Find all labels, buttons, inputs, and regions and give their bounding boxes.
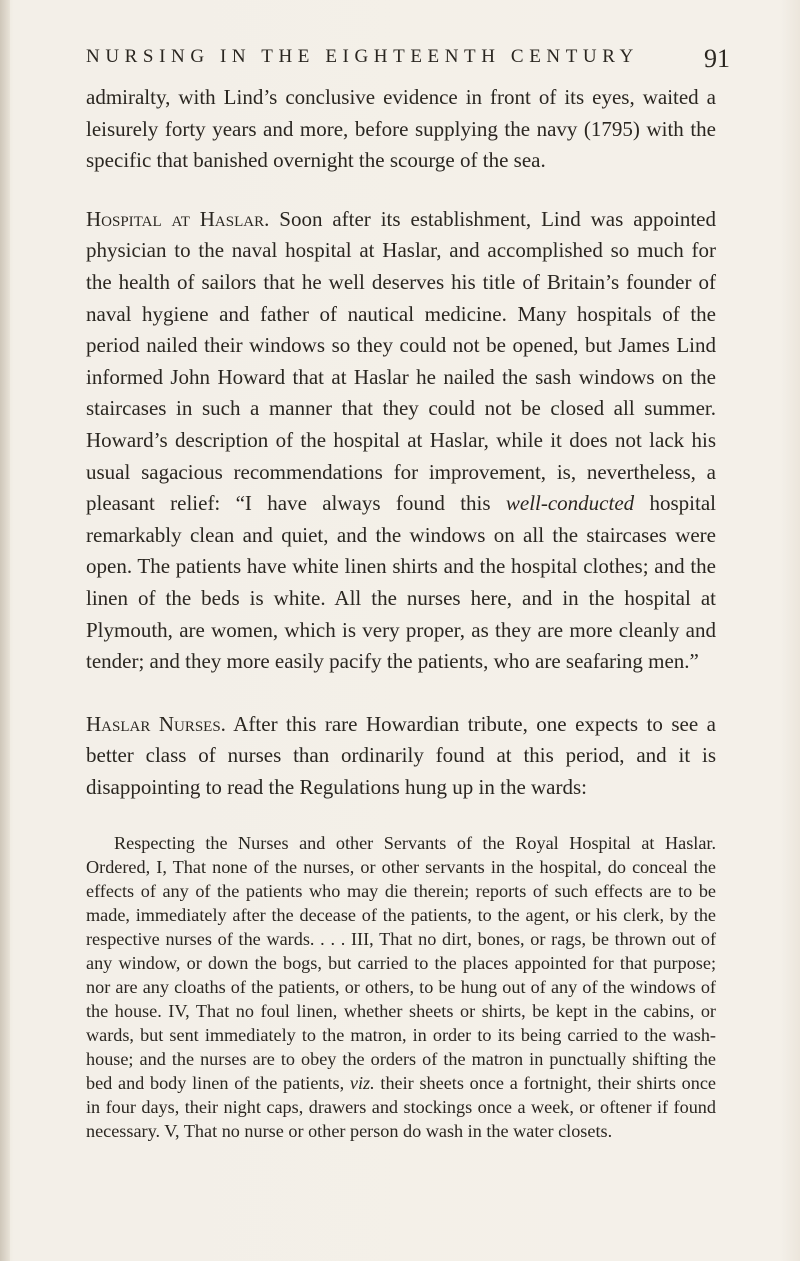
running-head: NURSING IN THE EIGHTEENTH CENTURY xyxy=(86,46,639,67)
binding-gutter xyxy=(0,0,10,1261)
section-heading: Hospital at Haslar. xyxy=(86,206,270,231)
paragraph-text: hospital remarkably clean and quiet, and the windows on all the staircases were open. The patients have white linen shirts and the hospital clothes; and the linen of the beds is white. All the nurses here, and in the hospital at Plymouth, are women, which is very proper, as they are more cleanly and tender; and they more easily pacify the patients, who are seafaring men.” xyxy=(86,491,717,674)
paragraph-admiralty xyxy=(86,82,716,177)
quote-text: their sheets once a fortnight, their shirts once in four days, their night caps, drawers and stockings once a week, or oftener if found necessary. V, That no nurse or other person do wash in the water closets. xyxy=(86,1073,717,1142)
quote-text: Respecting the Nurses and other Servants of the Royal Hospital at Haslar. Ordered, I, That none of the nurses, or other servants in the hospital, do conceal the effects of any of the patients who may die therein; reports of such effects are to be made, immediately after the decease of the patients, to the agent, or his clerk, by the respective nurses of the wards. . . . III, That no dirt, bones, or rags, be thrown out of any window, or down the bogs, but carried to the places appointed for that purpose; nor are any cloaths of the patients, or others, to be hung out of any of the windows of the house. IV, That no foul linen, whether sheets or shirts, be kept in the cabins, or wards, but sent immediately to the matron, in order to its being carried to the wash-house; and the nurses are to obey the orders of the matron in punctually shifting the bed and body linen of the patients, xyxy=(86,833,716,1094)
block-quote-regulations xyxy=(86,831,716,1143)
paragraph-text: After this rare Howardian tribute, one expects to see a better class of nurses than ordinarily found at this period, and it is disappointing to read the Regulations hung up in the wards: xyxy=(86,711,716,799)
page-header xyxy=(86,42,730,76)
paragraph-text: admiralty, with Lind’s conclusive evidence in front of its eyes, waited a leisurely forty years and more, before supplying the navy (1795) with the specific that banished overnight the scourge of the sea. xyxy=(86,85,716,173)
italic-abbreviation: viz. xyxy=(349,1073,375,1094)
paragraph-text: Soon after its establishment, Lind was appointed physician to the naval hospital at Haslar, and accomplished so much for the health of sailors that he well deserves his title of Britain’s founder of naval hygiene and father of nautical medicine. Many hospitals of the period nailed their windows so they could not be opened, but James Lind informed John Howard that at Haslar he nailed the sash windows on the staircases in such a manner that they could not be closed all summer. Howard’s description of the hospital at Haslar, while it does not lack his usual sagacious recommendations for improvement, is, nevertheless, a pleasant relief: “I have always found this xyxy=(86,206,716,516)
paragraph-hospital-at-haslar xyxy=(86,204,716,678)
page-number: 91 xyxy=(704,44,730,73)
page-body xyxy=(86,82,716,1143)
paragraph-haslar-nurses xyxy=(86,709,716,804)
section-heading: Haslar Nurses. xyxy=(86,711,226,736)
italic-phrase: well-conducted xyxy=(505,491,635,516)
